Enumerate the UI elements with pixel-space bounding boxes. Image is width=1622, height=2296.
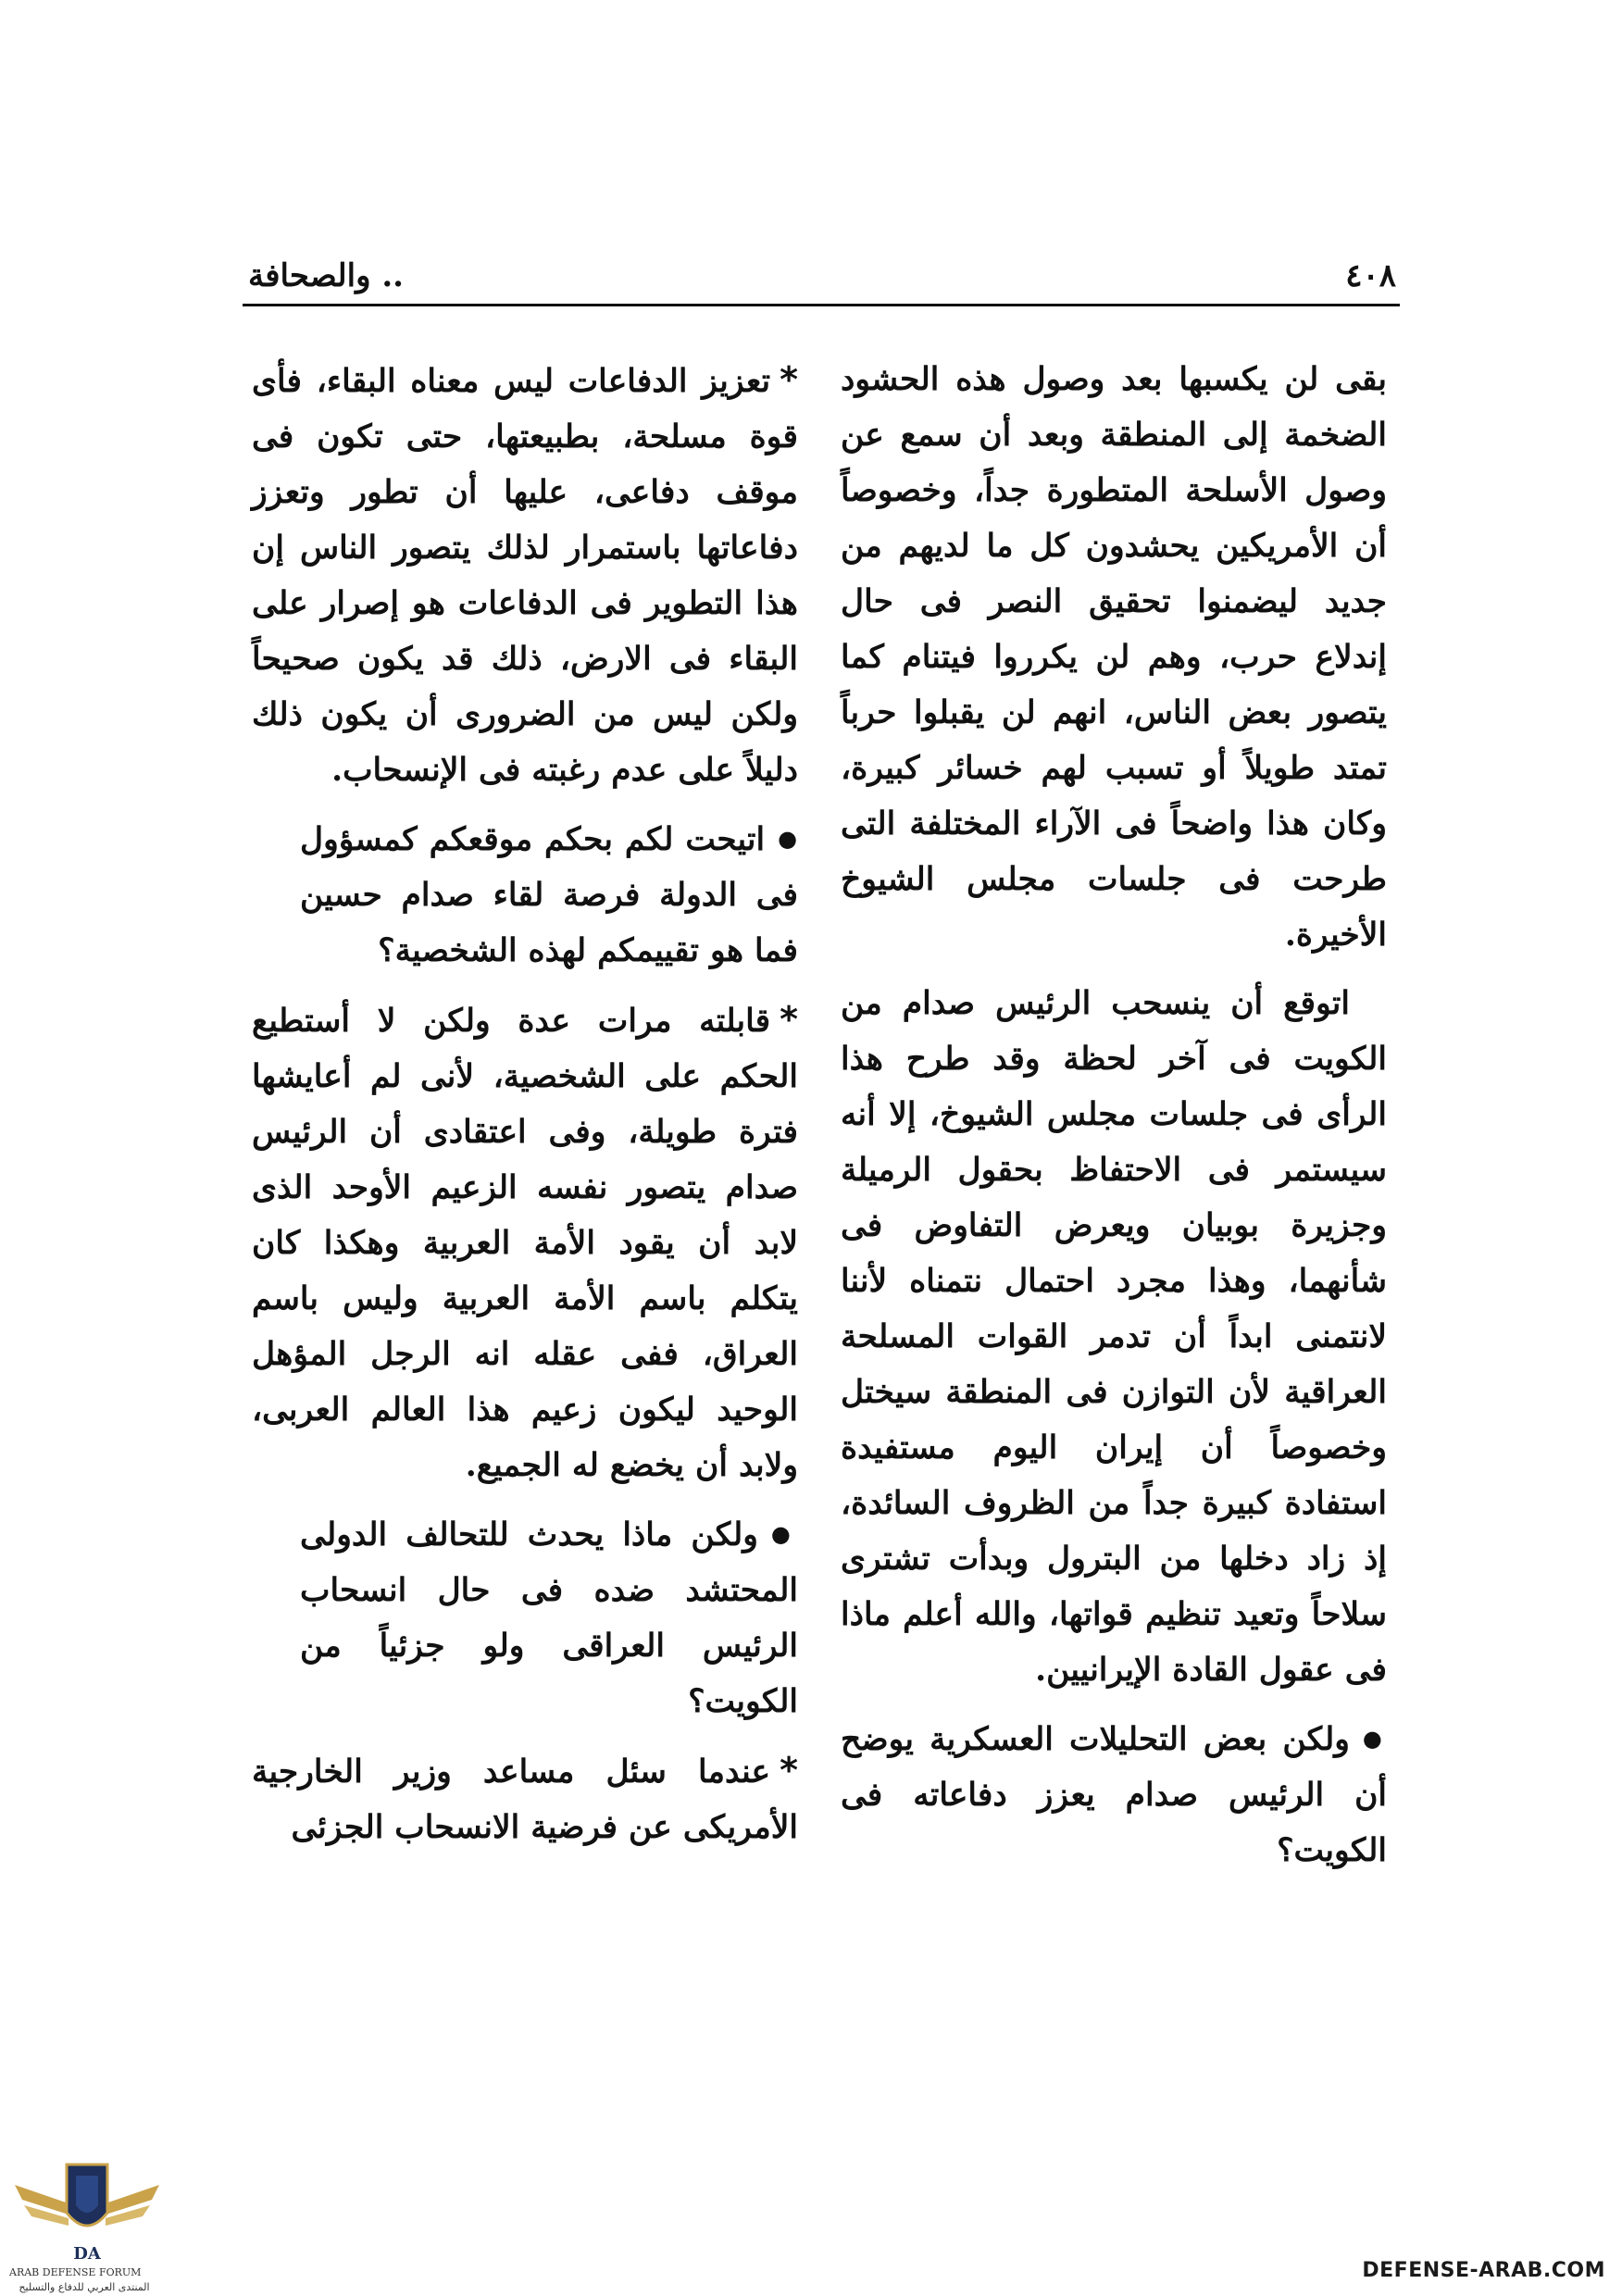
- answer-star-icon: *: [780, 1750, 798, 1791]
- paragraph: [841, 976, 1387, 1698]
- paragraph: بقى لن يكسبها بعد وصول هذه الحشود الضخمة إلى المنطقة وبعد أن سمع عن وصول الأسلحة المتطورة جداً، وخصوصاً أن الأمريكين يحشدون كل ما لديهم من جديد ليضمنوا تحقيق النصر فى حال إندلاع حرب، وهم لن يكرروا فيتنام كما يتصور بعض الناس، انهم لن يقبلوا حرباً تمتد طويلاً أو تسبب لهم خسائر كبيرة، وكان هذا واضحاً فى الآراء المختلفة التى طرحت فى جلسات مجلس الشيوخ الأخيرة.: [841, 361, 1387, 954]
- answer: [252, 352, 798, 798]
- question-bullet-icon: ●: [770, 1521, 798, 1547]
- running-title: .. والصحافة: [248, 257, 405, 294]
- question: [841, 1711, 1387, 1878]
- question: [252, 1506, 798, 1729]
- header-rule: [243, 304, 1400, 306]
- site-watermark: DEFENSE-ARAB.COM: [1362, 2259, 1605, 2282]
- right-column: [841, 352, 1387, 1891]
- answer-text: عندما سئل مساعد وزير الخارجية الأمريكى عن فرضية الانسحاب الجزئى: [252, 1753, 798, 1846]
- question-text: اتيحت لكم بحكم موقعكم كمسؤول فى الدولة فرصة لقاء صدام حسين فما هو تقييمكم لهذه الشخصية؟: [300, 821, 798, 969]
- left-column: [252, 352, 798, 1868]
- answer: [252, 992, 798, 1493]
- logo-caption-arabic: المنتدى العربي للدفاع والتسليح: [19, 2281, 150, 2293]
- answer: [252, 1742, 798, 1855]
- logo-initials: DA: [73, 2244, 101, 2264]
- question: [252, 811, 798, 979]
- question-text: ولكن ماذا يحدث للتحالف الدولى المحتشد ضده فى حال انسحاب الرئيس العراقى ولو جزئياً من الكويت؟: [300, 1516, 798, 1720]
- question-bullet-icon: ●: [1362, 1726, 1387, 1752]
- answer-star-icon: *: [780, 359, 798, 400]
- page-number: ٤٠٨: [1345, 257, 1396, 294]
- question-text: ولكن بعض التحليلات العسكرية يوضح أن الرئيس صدام يعزز دفاعاته فى الكويت؟: [841, 1721, 1387, 1869]
- logo-caption: ARAB DEFENSE FORUM: [9, 2266, 142, 2278]
- answer-text: تعزيز الدفاعات ليس معناه البقاء، فأى قوة مسلحة، بطبيعتها، حتى تكون فى موقف دفاعى، عليها أن تطور وتعزز دفاعاتها باستمرار لذلك يتصور الناس إن هذا التطوير فى الدفاعات هو إصرار على البقاء فى الارض، ذلك قد يكون صحيحاً ولكن ليس من الضرورى أن يكون ذلك دليلاً على عدم رغبته فى الإنسحاب.: [252, 363, 798, 789]
- paragraph-text: اتوقع أن ينسحب الرئيس صدام من الكويت فى آخر لحظة وقد طرح هذا الرأى فى جلسات مجلس الشيوخ، إلا أنه سيستمر فى الاحتفاظ بحقول الرميلة وجزيرة بوبيان ويعرض التفاوض فى شأنهما، وهذا مجرد احتمال نتمناه لأننا لانتمنى ابداً أن تدمر القوات المسلحة العراقية لأن التوازن فى المنطقة سيختل وخصوصاً أن إيران اليوم مستفيدة استفادة كبيرة جداً من الظروف السائدة، إذ زاد دخلها من البترول وبدأت تشترى سلاحاً وتعيد تنظيم قواتها، والله أعلم ماذا فى عقول القادة الإيرانيين.: [841, 985, 1387, 1689]
- answer-text: قابلته مرات عدة ولكن لا أستطيع الحكم على الشخصية، لأنى لم أعايشها فترة طويلة، وفى اعتقادى أن الرئيس صدام يتصور نفسه الزعيم الأوحد الذى لابد أن يقود الأمة العربية وهكذا كان يتكلم باسم الأمة العربية وليس باسم العراق، ففى عقله انه الرجل المؤهل الوحيد ليكون زعيم هذا العالم العربى، ولابد أن يخضع له الجميع.: [252, 1003, 798, 1484]
- page-header: [248, 248, 1396, 294]
- question-bullet-icon: ●: [778, 826, 798, 852]
- answer-star-icon: *: [780, 999, 798, 1040]
